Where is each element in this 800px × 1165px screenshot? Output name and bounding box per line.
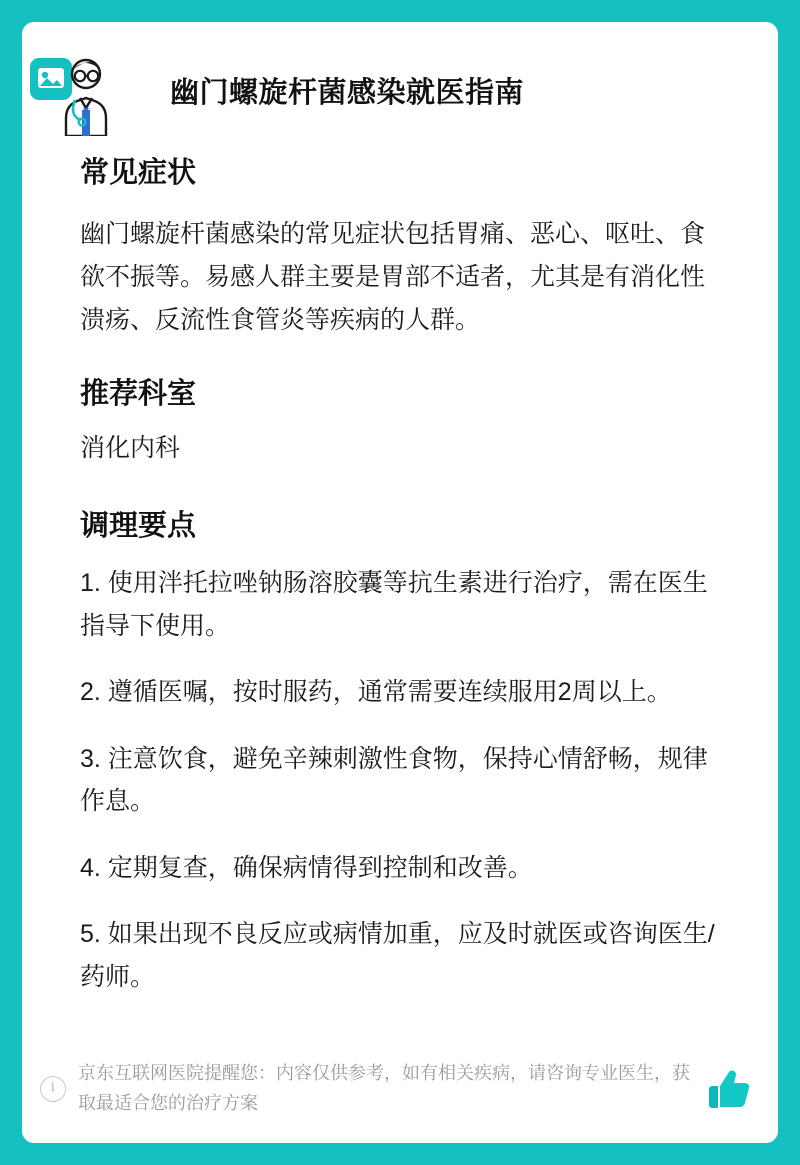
footer-disclaimer-bar xyxy=(22,1043,778,1135)
department-text: 消化内科 xyxy=(80,434,181,463)
list-item: 5. 如果出现不良反应或病情加重，应及时就医或咨询医生/药师。 xyxy=(80,920,715,991)
list-item: 2. 遵循医嘱，按时服药，通常需要连续服用2周以上。 xyxy=(80,678,672,707)
list-item: 3. 注意饮食，避免辛辣刺激性食物，保持心情舒畅，规律作息。 xyxy=(80,744,708,816)
symptoms-text: 幽门螺旋杆菌感染的常见症状包括胃痛、恶心、呕吐、食欲不振等。易感人群主要是胃部不适者，尤其是有消化性溃疡、反流性食管炎等疾病的人群。 xyxy=(80,220,706,335)
section-heading-symptoms: 常见症状 xyxy=(80,156,197,189)
page-title: 幽门螺旋杆菌感染就医指南 xyxy=(170,77,525,109)
care-points-list xyxy=(80,562,720,998)
guide-content xyxy=(52,155,748,998)
section-heading-department: 推荐科室 xyxy=(80,378,197,411)
doctor-avatar-icon xyxy=(28,40,138,136)
list-item: 4. 定期复查，确保病情得到控制和改善。 xyxy=(80,853,533,882)
info-circle-icon: i xyxy=(40,1076,66,1102)
footer-disclaimer-text: 京东互联网医院提醒您：内容仅供参考，如有相关疾病，请咨询专业医生，获取最适合您的治疗方案 xyxy=(78,1063,690,1113)
thumbs-up-icon[interactable] xyxy=(702,1062,756,1116)
section-heading-care: 调理要点 xyxy=(80,509,197,542)
list-item: 1. 使用泮托拉唑钠肠溶胶囊等抗生素进行治疗，需在医生指导下使用。 xyxy=(80,569,708,640)
guide-card xyxy=(22,22,778,1143)
